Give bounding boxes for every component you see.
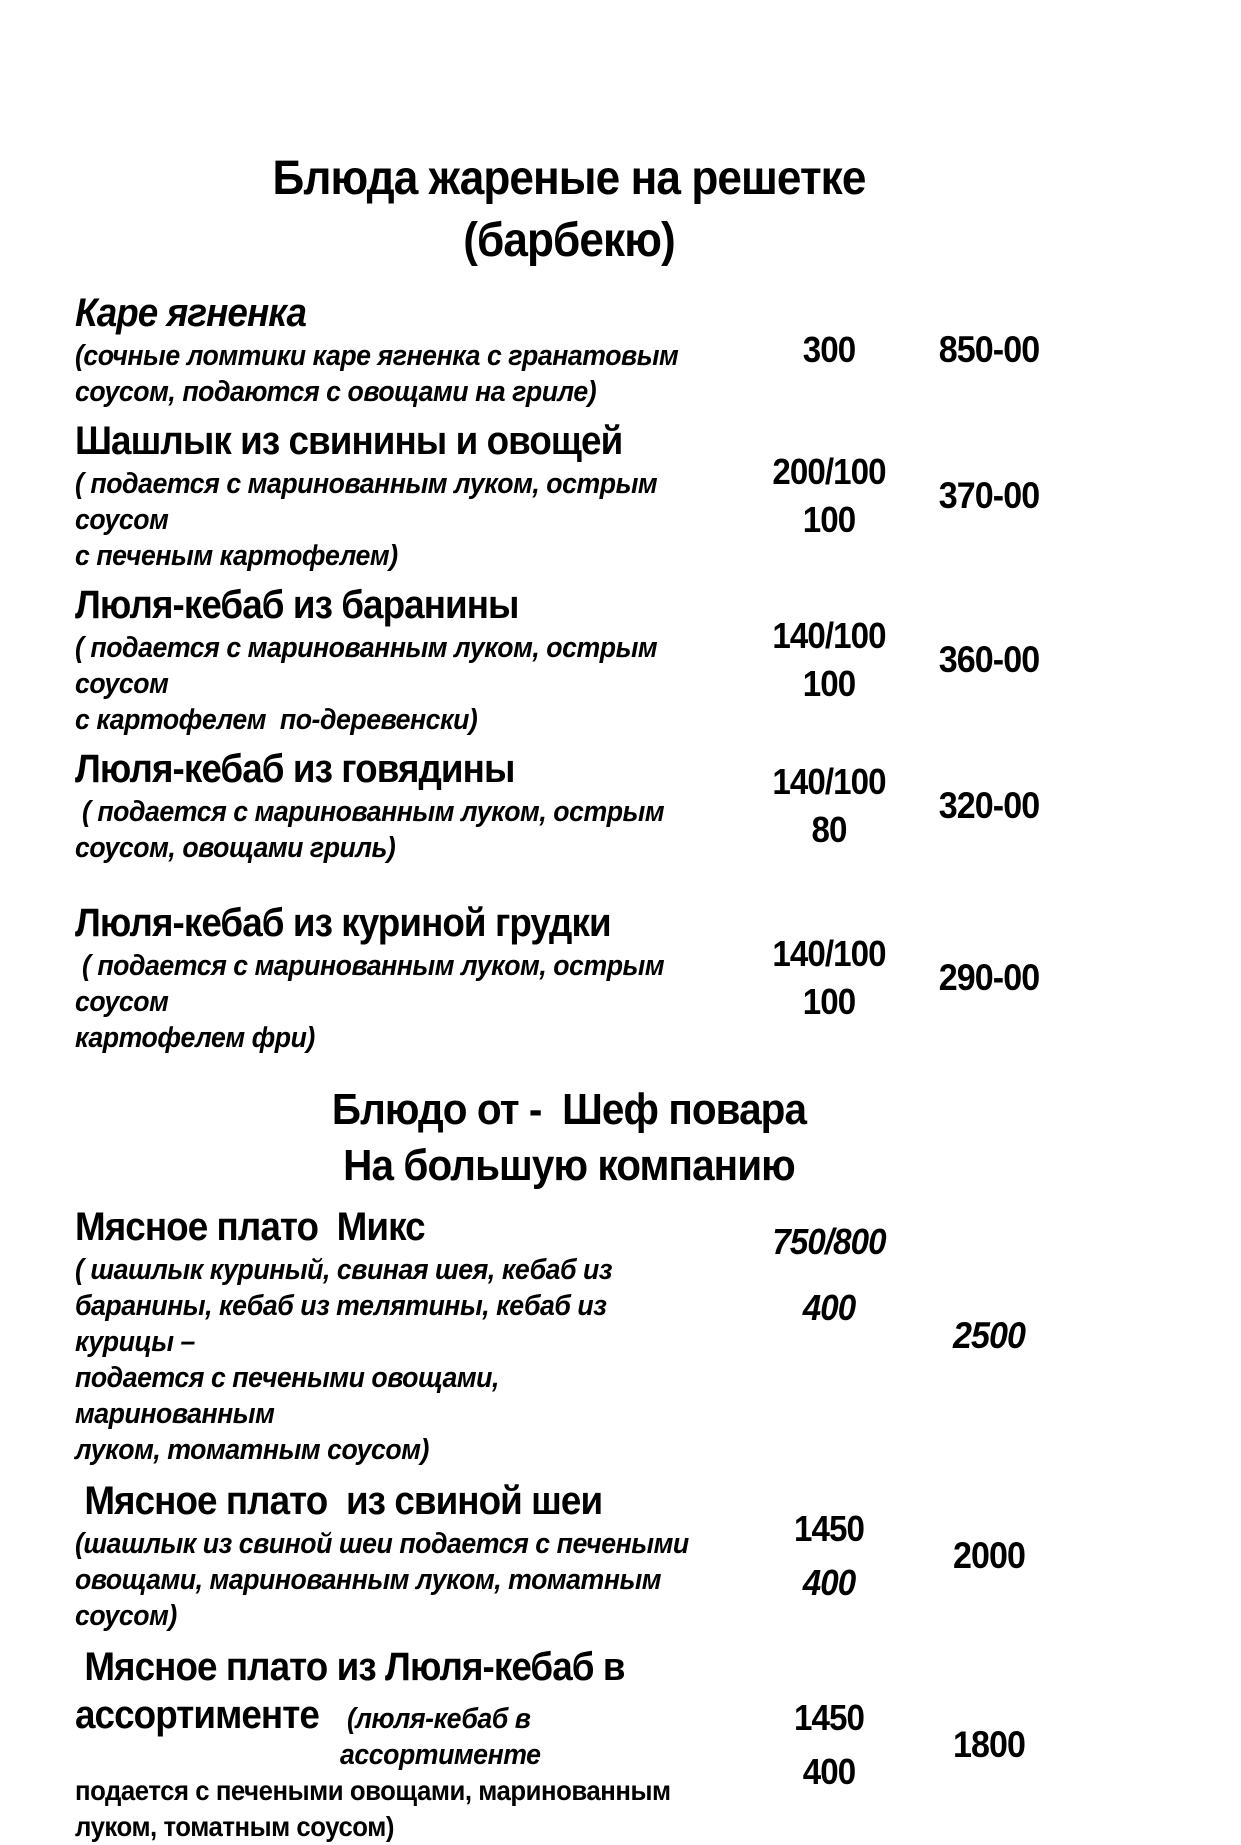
chef-section-header [75, 1082, 1063, 1194]
item-description-line: (шашлык из свиной шеи подается с печеными [75, 1528, 689, 1560]
item-description-line: ( шашлык куриный, свиная шея, кебаб из [75, 1254, 613, 1286]
item-name: Шашлык из свинины и овощей [75, 419, 623, 463]
item-name: Люля-кебаб из баранины [75, 583, 519, 627]
item-name: Мясное плато из свиной шеи [75, 1479, 603, 1523]
item-description-line: с картофелем по-деревенски) [75, 704, 478, 736]
item-price: 290-00 [938, 957, 1040, 998]
item-name-line1: Мясное плато из Люля-кебаб в [75, 1645, 625, 1689]
menu-item-lyulya-kurinaya [75, 900, 1063, 1056]
page-subtitle: (барбекю) [463, 214, 675, 267]
item-price: 370-00 [938, 475, 1040, 516]
item-price: 2000 [952, 1535, 1026, 1576]
item-description-line: подается с печеными овощами, маринованным [75, 1775, 671, 1806]
menu-item-lyulya-baranina [75, 582, 1063, 738]
item-weight: 750/800 400 [772, 1221, 886, 1328]
item-price: 2500 [952, 1315, 1026, 1356]
item-weight: 1450 400 [793, 1696, 865, 1792]
item-name: Люля-кебаб из куриной грудки [75, 901, 611, 945]
menu-item-lyulya-govyadina [75, 746, 1063, 866]
item-price: 850-00 [938, 329, 1040, 370]
page-title-block [75, 148, 1063, 272]
item-description-line: ( подается с маринованным луком, острым соусом [75, 632, 665, 700]
item-weight: 1450 400 [793, 1508, 865, 1603]
item-description-line: луком, томатным соусом) [75, 1811, 394, 1842]
item-weight: 200/100 100 [772, 451, 886, 540]
item-weight: 140/100 100 [772, 933, 886, 1022]
item-price: 360-00 [938, 639, 1040, 680]
item-inline-description: (люля-кебаб в ассортименте [340, 1703, 541, 1771]
item-weight: 140/100 100 [772, 615, 886, 704]
item-weight: 300 [802, 329, 856, 370]
item-name: Люля-кебаб из говядины [75, 747, 515, 791]
item-name-line2: ассортименте (люля-кебаб в ассортименте [75, 1692, 743, 1773]
item-description-line: овощами, маринованным луком, томатным [75, 1564, 662, 1596]
menu-item-kare-yagnenka [75, 290, 1063, 410]
item-description-line: (сочные ломтики каре ягненка с гранатовым [75, 340, 679, 372]
item-description-line: подается с печеными овощами, маринованным [75, 1362, 506, 1430]
menu-item-shashlyk-svinina [75, 418, 1063, 574]
item-description-line: с печеным картофелем) [75, 540, 398, 572]
item-description-line: ( подается с маринованным луком, острым соусом [75, 468, 665, 536]
menu-item-myasnoe-plato-miks [75, 1204, 1063, 1468]
item-name: Мясное плато Микс [75, 1205, 425, 1249]
item-price: 1800 [952, 1723, 1026, 1765]
item-description-line: соусом) [75, 1600, 177, 1632]
item-description-line: соусом, подаются с овощами на гриле) [75, 376, 597, 408]
item-description-line: картофелем фри) [75, 1022, 315, 1054]
menu-item-myasnoe-plato-svinaya-sheya [75, 1478, 1063, 1634]
chef-section-title: Блюдо от - Шеф повара [331, 1085, 807, 1134]
item-description-line: баранины, кебаб из телятины, кебаб из курицы – [75, 1290, 614, 1358]
chef-section-subtitle: На большую компанию [343, 1141, 795, 1190]
item-description-line: луком, томатным соусом) [75, 1434, 429, 1466]
item-weight: 140/100 80 [772, 761, 886, 850]
item-description-line: ( подается с маринованным луком, острым [75, 796, 665, 828]
page-title: Блюда жареные на решетке [272, 152, 866, 205]
item-price: 320-00 [938, 785, 1040, 826]
item-name: Каре ягненка [75, 291, 307, 335]
item-description-line: ( подается с маринованным луком, острым соусом [75, 950, 672, 1018]
menu-item-myasnoe-plato-lyulya-assorti [75, 1644, 1063, 1845]
item-description-line: соусом, овощами гриль) [75, 832, 396, 864]
